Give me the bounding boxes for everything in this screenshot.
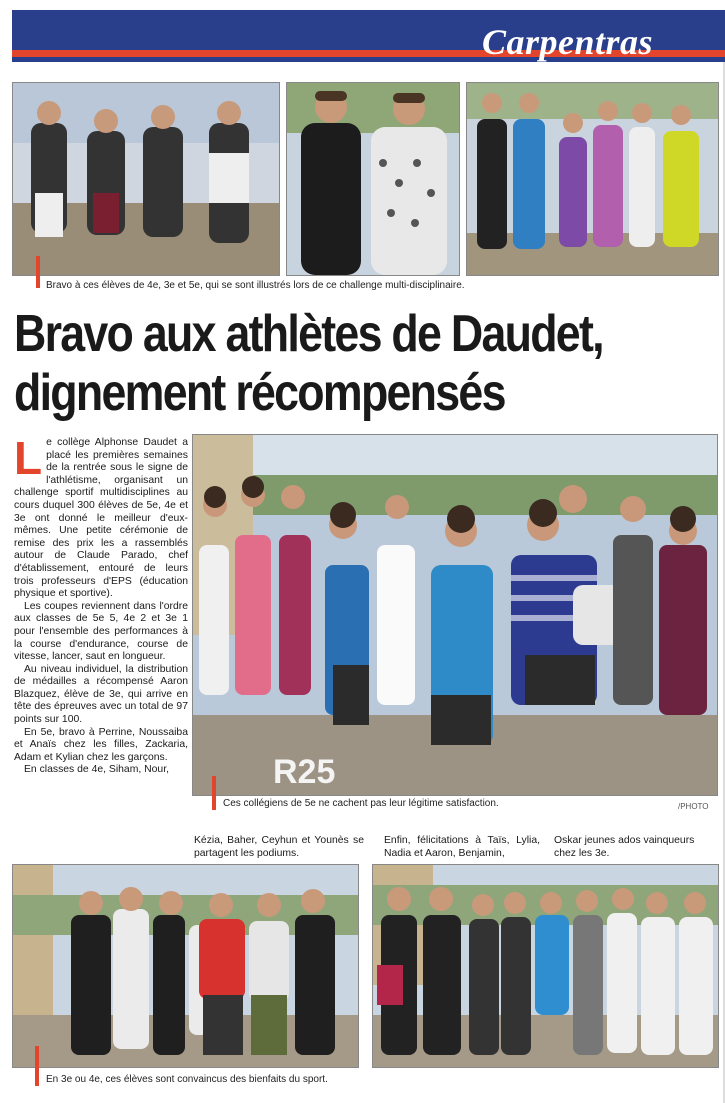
paragraph-3: Au niveau individuel, la distribution de médailles a récompensé Aaron Blazquez, élève de 3e, qui arrive en tête des épreuves avec un total de 97 points sur 100.: [14, 663, 188, 726]
column-2-text: Kézia, Baher, Ceyhun et Younès se partagent les podiums.: [194, 835, 364, 859]
caption-top: Bravo à ces élèves de 4e, 3e et 5e, qui se sont illustrés lors de ce challenge multi-disciplinaire.: [46, 280, 465, 291]
headline-line-2: dignement récompensés: [14, 364, 505, 422]
caption-bar: [35, 1046, 39, 1086]
caption-bottom: En 3e ou 4e, ces élèves sont convaincus des bienfaits du sport.: [46, 1074, 328, 1085]
caption-bar: [36, 256, 40, 288]
photo-credit: /PHOTO: [678, 802, 709, 811]
column-4-text: Oskar jeunes ados vainqueurs chez les 3e.: [554, 835, 695, 859]
photo-bottom-right: [372, 864, 719, 1068]
paragraph-1: e collège Alphonse Daudet a placé les premières semaines de la rentrée sous le signe de l'athlétisme, organisant un challenge sportif multidisciplines au cours duquel 300 élèves de 5e, 4e et 3e ont donné le meilleur d'eux-mêmes. Une petite cérémonie de remise des prix les a rassemblés autour de Claude Parado, chef d'établissement, entouré de leurs trois professeurs d'EPS (éducation physique et sportive).: [14, 437, 188, 600]
article-column-4: [554, 835, 714, 860]
section-title: Carpentras: [481, 22, 653, 62]
paragraph-4: En 5e, bravo à Perrine, Noussaiba et Anaïs chez les filles, Zackaria, Adam et Kylian chez les garçons.: [14, 726, 188, 763]
photo-bottom-left: [12, 864, 359, 1068]
headline-line-1: Bravo aux athlètes de Daudet,: [14, 305, 603, 363]
paragraph-2: Les coupes reviennent dans l'ordre aux classes de 5e 5, 4e 2 et 3e 1 pour l'ensemble des performances à la course d'endurance, course de vitesse, lancer, saut en longueur.: [14, 600, 188, 663]
section-banner: [12, 10, 725, 62]
article-column-2: [194, 835, 364, 860]
article-column-3: [384, 835, 540, 860]
svg-text:R25: R25: [273, 753, 336, 791]
article-column-1: [14, 432, 188, 777]
photo-main: [192, 434, 718, 796]
headline: [14, 305, 616, 423]
caption-main: Ces collégiens de 5e ne cachent pas leur légitime satisfaction.: [223, 798, 499, 809]
photo-top-middle: [286, 82, 460, 276]
drop-cap: L: [14, 432, 43, 484]
column-3-text: Enfin, félicitations à Taïs, Lylia, Nadia et Aaron, Benjamin,: [384, 835, 540, 859]
photo-top-right: [466, 82, 719, 276]
paragraph-5: En classes de 4e, Siham, Nour,: [24, 764, 169, 776]
photo-top-left: [12, 82, 280, 276]
caption-bar: [212, 776, 216, 810]
